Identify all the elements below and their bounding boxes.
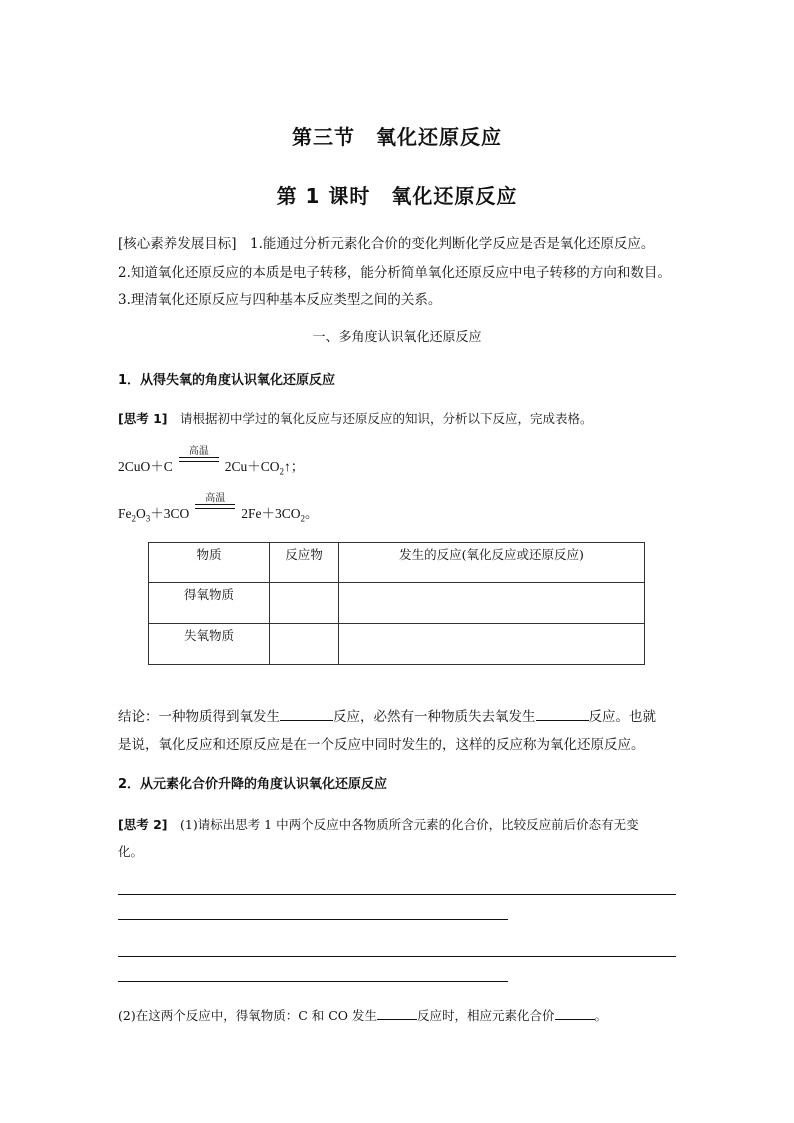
conclusion-part-b: 反应，必然有一种物质失去氧发生 [333, 709, 536, 725]
row-reactant-cell[interactable] [270, 583, 339, 624]
conclusion-part-c: 反应。也就 [588, 709, 656, 725]
q2-part-b: 反应时，相应元素化合价 [417, 1008, 555, 1023]
eq2-lhs-s1: 2 [131, 513, 136, 524]
equation-2 [118, 493, 319, 524]
eq1-rhs-b: ↑； [284, 459, 305, 474]
lesson-title: 第 1 课时 氧化还原反应 [276, 184, 518, 208]
q2-part-c: 。 [594, 1008, 608, 1023]
conclusion-part-a: 结论：一种物质得到氧发生 [118, 709, 280, 725]
q2-part-a: (2)在这两个反应中，得氧物质：C 和 CO 发生 [118, 1008, 378, 1023]
eq2-rhs-b: 。 [305, 506, 319, 521]
header-reactant: 反应物 [270, 543, 339, 583]
reaction-condition-arrow [179, 446, 219, 471]
row-reaction-cell[interactable] [339, 583, 645, 624]
think-1-text: 请根据初中学过的氧化反应与还原反应的知识，分析以下反应，完成表格。 [167, 411, 593, 426]
goals-line-2: 2.知道氧化还原反应的本质是电子转移，能分析简单氧化还原反应中电子转移的方向和数目。 [118, 265, 671, 281]
eq2-lhs-a: Fe [118, 506, 132, 521]
header-substance: 物质 [149, 543, 270, 583]
conclusion-line-2: 是说，氧化反应和还原反应是在一个反应中同时发生的，这样的反应称为氧化还原反应。 [118, 737, 645, 753]
row-reaction-cell[interactable] [339, 624, 645, 665]
eq2-rhs-a: 2Fe＋3CO [241, 506, 301, 521]
answer-line[interactable] [118, 894, 676, 895]
eq2-lhs-b: O [136, 506, 146, 521]
blank-field[interactable] [280, 706, 333, 721]
eq1-rhs-sub: 2 [279, 466, 285, 477]
page-title: 第三节 氧化还原反应 [292, 125, 502, 149]
header-reaction: 发生的反应(氧化反应或还原反应) [339, 543, 645, 583]
eq2-condition: 高温 [205, 493, 226, 504]
blank-field[interactable] [536, 706, 589, 721]
think-2-cont: 化。 [118, 844, 144, 859]
eq1-lhs: 2CuO＋C [118, 459, 173, 474]
think-2-text: (1)请标出思考 1 中两个反应中各物质所含元素的化合价，比较反应前后价态有无变 [167, 817, 639, 832]
row-label: 得氧物质 [149, 583, 270, 624]
subheading-1: 1．从得失氧的角度认识氧化还原反应 [118, 373, 336, 388]
oxygen-table [148, 542, 645, 665]
eq2-lhs-c: ＋3CO [150, 506, 190, 521]
goals-line-3: 3.理清氧化还原反应与四种基本反应类型之间的关系。 [118, 292, 442, 308]
table-header-row [149, 543, 645, 583]
eq1-rhs-a: 2Cu＋CO [224, 459, 280, 474]
think-1-tag: [思考 1] [118, 411, 168, 426]
row-label: 失氧物质 [149, 624, 270, 665]
section-heading: 一、多角度认识氧化还原反应 [312, 330, 482, 345]
eq1-condition: 高温 [188, 446, 209, 457]
answer-line[interactable] [118, 919, 508, 920]
subheading-2: 2．从元素化合价升降的角度认识氧化还原反应 [118, 777, 388, 792]
think-1 [118, 409, 593, 427]
question-2 [118, 1005, 607, 1024]
reaction-condition-arrow [195, 493, 235, 518]
blank-field[interactable] [555, 1005, 595, 1020]
eq2-rhs-sub: 2 [300, 513, 306, 524]
table-row [149, 583, 645, 624]
equation-1 [118, 446, 305, 477]
think-2-tag: [思考 2] [118, 817, 168, 832]
table-row [149, 624, 645, 665]
conclusion-line-1 [118, 705, 656, 725]
eq2-lhs-s2: 3 [145, 513, 151, 524]
row-reactant-cell[interactable] [270, 624, 339, 665]
goals-line-1: [核心素养发展目标] 1.能通过分析元素化合价的变化判断化学反应是否是氧化还原反应。 [118, 236, 655, 252]
answer-line[interactable] [118, 956, 676, 957]
answer-line[interactable] [118, 981, 508, 982]
think-2 [118, 815, 639, 833]
blank-field[interactable] [377, 1005, 417, 1020]
